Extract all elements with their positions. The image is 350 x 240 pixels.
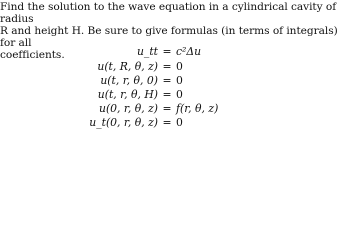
equals-sign: = (162, 45, 172, 58)
equation-rhs-initial-displacement: f(r, θ, z) (176, 102, 219, 115)
equation-rhs-boundary-bottom: 0 (176, 74, 183, 87)
equation-lhs-initial-displacement: u(0, r, θ, z) (98, 102, 158, 115)
problem-line-2: R and height H. Be sure to give formulas (in terms of integrals) for all (0, 25, 338, 49)
equals-sign: = (162, 60, 172, 73)
equation-lhs-wave: u_tt (136, 45, 158, 58)
equation-lhs-boundary-top: u(t, r, θ, H) (97, 88, 158, 101)
equation-rhs-initial-velocity: 0 (176, 116, 183, 129)
equation-lhs-initial-velocity: u_t(0, r, θ, z) (89, 116, 158, 129)
equals-sign: = (162, 102, 172, 115)
equation-rhs-boundary-radius: 0 (176, 60, 183, 73)
equation-rhs-wave: c²Δu (176, 45, 202, 58)
equation-boundary-radius (74, 60, 324, 74)
equals-sign: = (162, 88, 172, 101)
equation-wave (74, 45, 324, 59)
problem-line-3: coefficients. (0, 49, 65, 61)
equals-sign: = (162, 116, 172, 129)
equation-lhs-boundary-radius: u(t, R, θ, z) (97, 60, 158, 73)
equals-sign: = (162, 74, 172, 87)
problem-line-1: Find the solution to the wave equation in a cylindrical cavity of radius (0, 1, 337, 25)
equation-initial-velocity (74, 116, 324, 130)
equation-boundary-bottom (74, 74, 324, 88)
equation-boundary-top (74, 88, 324, 102)
equation-initial-displacement (74, 102, 324, 116)
equation-rhs-boundary-top: 0 (176, 88, 183, 101)
equation-lhs-boundary-bottom: u(t, r, θ, 0) (100, 74, 158, 87)
